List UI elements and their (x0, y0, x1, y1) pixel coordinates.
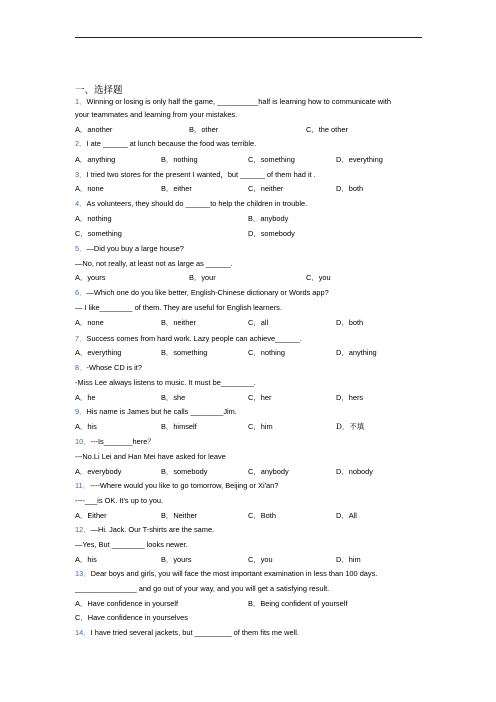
option[interactable]: C．something (75, 229, 122, 238)
option[interactable]: C．all (248, 318, 269, 327)
question-7-options (75, 348, 425, 357)
question-9-stem: 9．His name is James but he calls ________Jim. (75, 407, 237, 416)
option[interactable]: B．she (161, 393, 186, 402)
option[interactable]: B．either (161, 184, 192, 193)
option[interactable]: D．anything (336, 348, 377, 357)
question-8-stem-cont: -Miss Lee always listens to music. It must be________. (75, 378, 256, 387)
option[interactable]: A．Have confidence in yourself (75, 599, 179, 608)
option[interactable]: C．neither (248, 184, 284, 193)
option[interactable]: A．he (75, 393, 96, 402)
option[interactable]: C．you (248, 555, 273, 564)
option[interactable]: B．yours (161, 555, 192, 564)
option[interactable]: A．Either (75, 511, 107, 520)
option[interactable]: C．you (306, 273, 331, 282)
option[interactable]: D．him (336, 555, 361, 564)
option[interactable]: C．Have confidence in yourselves (75, 613, 188, 622)
option[interactable]: B．something (161, 348, 208, 357)
question-12-options (75, 555, 425, 564)
question-5-stem: 5．—Did you buy a large house? (75, 244, 184, 253)
option[interactable]: B．neither (161, 318, 196, 327)
question-6-options (75, 318, 425, 327)
question-5-stem-cont: —No, not really, at least not as large as ______. (75, 259, 233, 268)
option[interactable]: D．somebody (248, 229, 295, 238)
question-9-options (75, 422, 425, 431)
option[interactable]: D．hers (336, 393, 364, 402)
option[interactable]: C．the other (306, 125, 348, 134)
option[interactable]: D．both (336, 318, 364, 327)
section-title: 一、选择题 (75, 85, 123, 96)
option[interactable]: C．Both (248, 511, 276, 520)
option[interactable]: C．something (248, 155, 295, 164)
question-2-options (75, 155, 425, 164)
option[interactable]: A．everybody (75, 467, 122, 476)
question-13-options-row1 (75, 599, 425, 608)
question-12-stem-cont: —Yes, But ________ looks newer. (75, 540, 188, 549)
option[interactable]: B．other (189, 125, 219, 134)
question-4-options-row2 (75, 229, 425, 238)
option[interactable]: D．All (336, 511, 357, 520)
question-12-stem: 12．—Hi. Jack. Our T-shirts are the same. (75, 525, 215, 534)
question-4-stem: 4．As volunteers, they should do ______to help the children in trouble. (75, 199, 308, 208)
question-11-options (75, 511, 425, 520)
question-1-stem-cont: your teammates and learning from your mistakes. (75, 110, 238, 119)
option[interactable]: B．anybody (248, 214, 289, 223)
header-rule (75, 37, 422, 38)
option[interactable]: D．everything (336, 155, 383, 164)
option[interactable]: A．none (75, 184, 104, 193)
question-11-stem-cont: ----___is OK. It's up to you. (75, 496, 164, 505)
option[interactable]: C．her (248, 393, 272, 402)
question-13-stem-cont: _______________ and go out of your way, and you will get a satisfying result. (75, 584, 330, 593)
question-3-options (75, 184, 425, 193)
option[interactable]: A．another (75, 125, 113, 134)
question-3-stem: 3．I tried two stores for the present I wanted，but ______ of them had it . (75, 170, 316, 179)
question-1-options (75, 125, 425, 134)
option[interactable]: B．Being confident of yourself (248, 599, 348, 608)
option[interactable]: A．his (75, 555, 97, 564)
option[interactable]: B．Neither (161, 511, 198, 520)
question-5-options (75, 273, 425, 282)
option[interactable]: B．nothing (161, 155, 198, 164)
question-10-stem: 10．---Is_______here？ (75, 437, 155, 446)
option[interactable]: A．everything (75, 348, 122, 357)
question-2-stem: 2．I ate ______ at lunch because the food was terrible. (75, 139, 257, 148)
option[interactable]: A．his (75, 422, 97, 431)
question-8-stem: 8．-Whose CD is it? (75, 363, 142, 372)
option[interactable]: C．nothing (248, 348, 285, 357)
question-10-stem-cont: ---No.Li Lei and Han Mei have asked for leave (75, 452, 226, 461)
option[interactable]: D．both (336, 184, 364, 193)
question-1-stem: 1．Winning or losing is only half the game, __________half is learning how to communicate with (75, 97, 391, 106)
question-4-options-row1 (75, 214, 425, 223)
question-10-options (75, 467, 425, 476)
option[interactable]: A．anything (75, 155, 116, 164)
option[interactable]: B．himself (161, 422, 197, 431)
question-6-stem-cont: — I like________ of them. They are useful for English learners. (75, 303, 282, 312)
question-14-stem: 14．I have tried several jackets, but _________ of them fits me well. (75, 628, 299, 637)
option[interactable]: C．anybody (248, 467, 289, 476)
question-8-options (75, 393, 425, 402)
option[interactable]: A．yours (75, 273, 106, 282)
option[interactable]: A．nothing (75, 214, 112, 223)
option[interactable]: B．somebody (161, 467, 208, 476)
question-7-stem: 7．Success comes from hard work. Lazy people can achieve______. (75, 334, 302, 343)
option[interactable]: D．不填 (336, 422, 365, 431)
option[interactable]: A．none (75, 318, 104, 327)
option[interactable]: D．nobody (336, 467, 373, 476)
question-11-stem: 11．----Where would you like to go tomorrow, Beijing or Xi'an? (75, 481, 279, 490)
question-13-options-row2 (75, 613, 425, 622)
question-6-stem: 6．—Which one do you like better, English-Chinese dictionary or Words app? (75, 288, 329, 297)
option[interactable]: C．him (248, 422, 273, 431)
question-13-stem: 13．Dear boys and girls, you will face the most important examination in less than 100 days. (75, 569, 378, 578)
option[interactable]: B．your (189, 273, 216, 282)
